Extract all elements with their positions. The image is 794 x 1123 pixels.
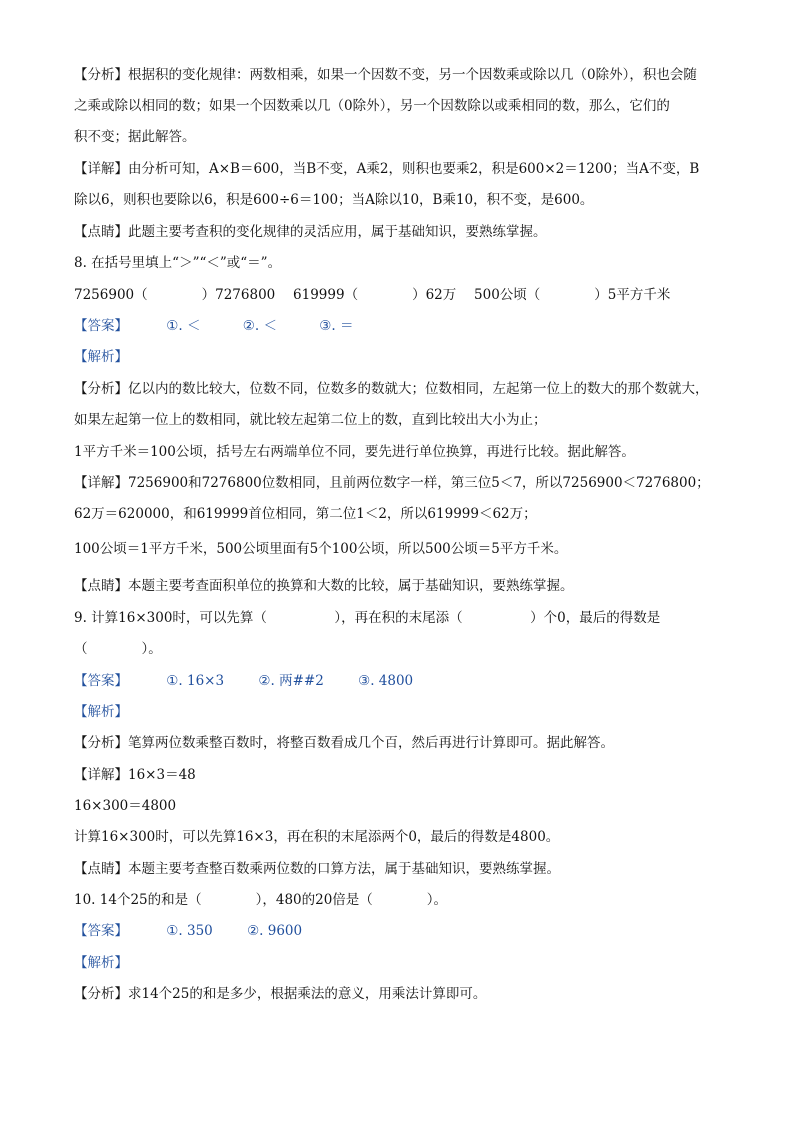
question-9-title-cont: （ ）。 — [74, 641, 162, 657]
text-line: 【分析】笔算两位数乘整百数时，将整百数看成几个百，然后再进行计算即可。据此解答。 — [74, 735, 614, 751]
text-line: 62万＝620000，和619999首位相同，第二位1＜2，所以619999＜62万； — [74, 506, 537, 522]
analysis-heading: 【解析】 — [74, 704, 128, 720]
text-line: 除以6，则积也要除以6，积是600÷6＝100；当A除以10，B乘10，积不变，是600。 — [74, 192, 594, 208]
analysis-heading: 【解析】 — [74, 955, 128, 971]
text-line: 计算16×300时，可以先算16×3，再在积的末尾添两个0，最后的得数是4800。 — [74, 829, 560, 845]
text-line: 【分析】根据积的变化规律：两数相乘，如果一个因数不变，另一个因数乘或除以几（0除外），积也会随 — [74, 67, 697, 83]
text-line: 【分析】亿以内的数比较大，位数不同，位数多的数就大；位数相同，左起第一位上的数大的那个数就大， — [74, 381, 709, 397]
text-line: 【点睛】本题主要考查整百数乘两位数的口算方法，属于基础知识，要熟练掌握。 — [74, 861, 560, 877]
text-line: 如果左起第一位上的数相同，就比较左起第二位上的数，直到比较出大小为止； — [74, 412, 547, 428]
text-line: 【分析】求14个25的和是多少，根据乘法的意义，用乘法计算即可。 — [74, 986, 487, 1002]
text-line: 1平方千米＝100公顷，括号左右两端单位不同，要先进行单位换算，再进行比较。据此解答。 — [74, 444, 635, 460]
text-line: 【详解】16×3＝48 — [74, 767, 196, 783]
answer-line-q9: 【答案】 ①. 16×3 ②. 两##2 ③. 4800 — [74, 673, 414, 689]
text-line: 【详解】7256900和7276800位数相同，且前两位数字一样，第三位5＜7，所以7256900＜7276800； — [74, 475, 710, 491]
text-line: 之乘或除以相同的数；如果一个因数乘以几（0除外），另一个因数除以或乘相同的数，那么，它们的 — [74, 98, 670, 114]
text-line: 100公顷＝1平方千米，500公顷里面有5个100公顷，所以500公顷＝5平方千米。 — [74, 541, 568, 557]
answer-line-q8: 【答案】 ①. ＜ ②. ＜ ③. ＝ — [74, 318, 354, 334]
question-10-title: 10. 14个25的和是（ ），480的20倍是（ ）。 — [74, 892, 448, 908]
text-line: 【点睛】本题主要考查面积单位的换算和大数的比较，属于基础知识，要熟练掌握。 — [74, 578, 574, 594]
text-line: 【点睛】此题主要考查积的变化规律的灵活应用，属于基础知识，要熟练掌握。 — [74, 224, 547, 240]
question-8-items: 7256900（ ）7276800 619999（ ）62万 500公顷（ ）5平方千米 — [74, 287, 671, 303]
text-line: 【详解】由分析可知，A×B＝600，当B不变，A乘2，则积也要乘2，积是600×2＝1200；当A不变，B — [74, 161, 700, 177]
text-line: 16×300＝4800 — [74, 798, 177, 814]
question-8-title: 8. 在括号里填上“＞”“＜”或“＝”。 — [74, 255, 282, 271]
text-line: 积不变；据此解答。 — [74, 129, 196, 145]
question-9-title: 9. 计算16×300时，可以先算（ ），再在积的末尾添（ ）个0，最后的得数是 — [74, 610, 661, 626]
analysis-heading: 【解析】 — [74, 349, 128, 365]
answer-line-q10: 【答案】 ①. 350 ②. 9600 — [74, 923, 303, 939]
